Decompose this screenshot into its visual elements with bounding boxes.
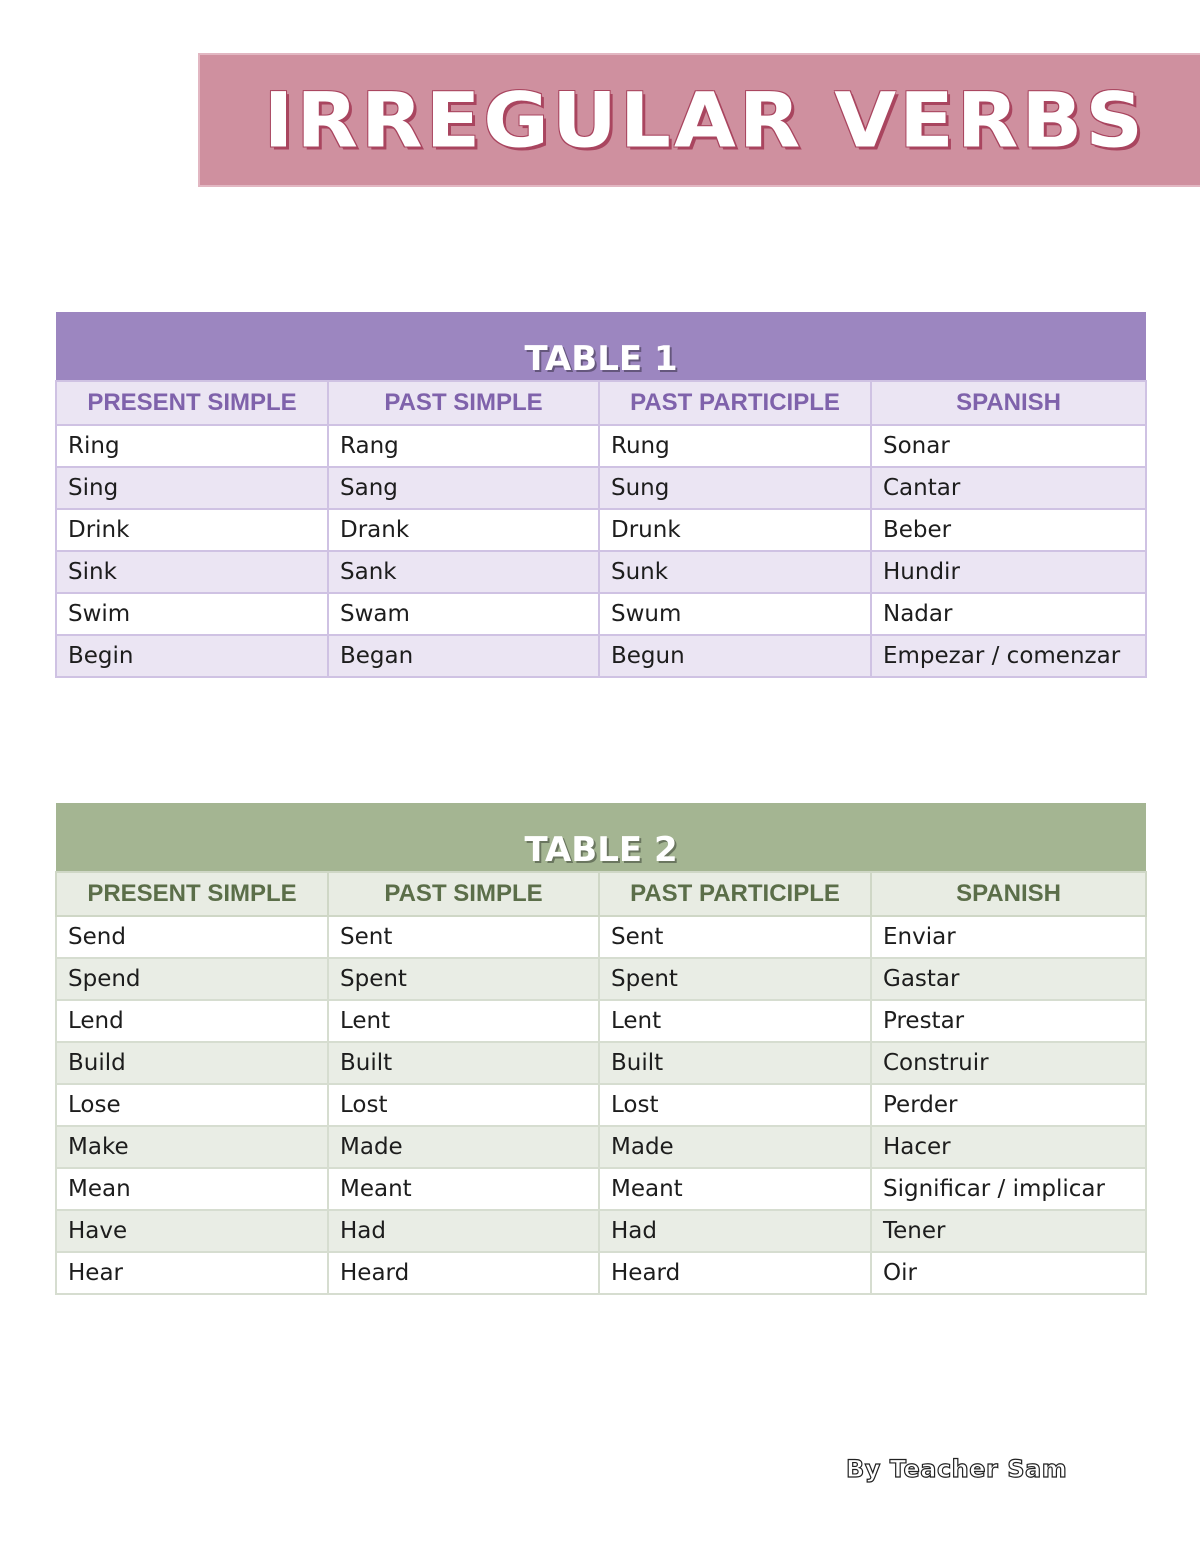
spanish-cell: Gastar xyxy=(871,958,1146,1000)
past-participle-cell: Swum xyxy=(599,593,871,635)
table-caption: TABLE 1 xyxy=(56,312,1146,381)
column-header-past-participle: PAST PARTICIPLE xyxy=(599,872,871,916)
past-simple-cell: Lent xyxy=(328,1000,599,1042)
spanish-cell: Cantar xyxy=(871,467,1146,509)
past-participle-cell: Sent xyxy=(599,916,871,958)
spanish-cell: Hacer xyxy=(871,1126,1146,1168)
past-participle-cell: Built xyxy=(599,1042,871,1084)
table-header-row xyxy=(56,872,1146,916)
verbs-table-1 xyxy=(55,312,1147,678)
past-simple-cell: Meant xyxy=(328,1168,599,1210)
past-participle-cell: Sunk xyxy=(599,551,871,593)
past-participle-cell: Made xyxy=(599,1126,871,1168)
present-simple-cell: Hear xyxy=(56,1252,328,1294)
present-simple-cell: Sink xyxy=(56,551,328,593)
past-participle-cell: Begun xyxy=(599,635,871,677)
past-participle-cell: Lost xyxy=(599,1084,871,1126)
spanish-cell: Empezar / comenzar xyxy=(871,635,1146,677)
past-simple-cell: Swam xyxy=(328,593,599,635)
spanish-cell: Beber xyxy=(871,509,1146,551)
present-simple-cell: Mean xyxy=(56,1168,328,1210)
spanish-cell: Perder xyxy=(871,1084,1146,1126)
past-simple-cell: Spent xyxy=(328,958,599,1000)
table-row xyxy=(56,509,1146,551)
page-title: IRREGULAR VERBS xyxy=(263,76,1146,165)
table-row xyxy=(56,593,1146,635)
past-simple-cell: Began xyxy=(328,635,599,677)
spanish-cell: Oir xyxy=(871,1252,1146,1294)
column-header-present-simple: PRESENT SIMPLE xyxy=(56,872,328,916)
table-caption-row xyxy=(56,312,1146,381)
past-participle-cell: Sung xyxy=(599,467,871,509)
present-simple-cell: Lose xyxy=(56,1084,328,1126)
spanish-cell: Construir xyxy=(871,1042,1146,1084)
past-simple-cell: Sent xyxy=(328,916,599,958)
column-header-past-participle: PAST PARTICIPLE xyxy=(599,381,871,425)
title-banner xyxy=(198,53,1200,187)
table-row xyxy=(56,1126,1146,1168)
present-simple-cell: Sing xyxy=(56,467,328,509)
table-row xyxy=(56,1168,1146,1210)
present-simple-cell: Lend xyxy=(56,1000,328,1042)
table-row xyxy=(56,1000,1146,1042)
table-row xyxy=(56,425,1146,467)
past-participle-cell: Heard xyxy=(599,1252,871,1294)
table-row xyxy=(56,1084,1146,1126)
spanish-cell: Tener xyxy=(871,1210,1146,1252)
present-simple-cell: Build xyxy=(56,1042,328,1084)
past-simple-cell: Heard xyxy=(328,1252,599,1294)
table-header-row xyxy=(56,381,1146,425)
table-row xyxy=(56,635,1146,677)
table-row xyxy=(56,958,1146,1000)
present-simple-cell: Swim xyxy=(56,593,328,635)
present-simple-cell: Drink xyxy=(56,509,328,551)
column-header-past-simple: PAST SIMPLE xyxy=(328,872,599,916)
past-participle-cell: Lent xyxy=(599,1000,871,1042)
verbs-table-2 xyxy=(55,803,1147,1295)
table-row xyxy=(56,1210,1146,1252)
column-header-spanish: SPANISH xyxy=(871,381,1146,425)
past-simple-cell: Had xyxy=(328,1210,599,1252)
present-simple-cell: Ring xyxy=(56,425,328,467)
spanish-cell: Sonar xyxy=(871,425,1146,467)
past-participle-cell: Meant xyxy=(599,1168,871,1210)
author-byline: By Teacher Sam xyxy=(846,1455,1068,1483)
past-simple-cell: Drank xyxy=(328,509,599,551)
spanish-cell: Hundir xyxy=(871,551,1146,593)
past-simple-cell: Made xyxy=(328,1126,599,1168)
present-simple-cell: Have xyxy=(56,1210,328,1252)
table-caption-row xyxy=(56,803,1146,872)
past-participle-cell: Had xyxy=(599,1210,871,1252)
present-simple-cell: Begin xyxy=(56,635,328,677)
column-header-spanish: SPANISH xyxy=(871,872,1146,916)
spanish-cell: Significar / implicar xyxy=(871,1168,1146,1210)
column-header-past-simple: PAST SIMPLE xyxy=(328,381,599,425)
present-simple-cell: Send xyxy=(56,916,328,958)
table-caption: TABLE 2 xyxy=(56,803,1146,872)
table-row xyxy=(56,916,1146,958)
past-participle-cell: Rung xyxy=(599,425,871,467)
past-simple-cell: Built xyxy=(328,1042,599,1084)
spanish-cell: Nadar xyxy=(871,593,1146,635)
table-row xyxy=(56,1042,1146,1084)
past-simple-cell: Sang xyxy=(328,467,599,509)
past-participle-cell: Drunk xyxy=(599,509,871,551)
table-row xyxy=(56,551,1146,593)
spanish-cell: Prestar xyxy=(871,1000,1146,1042)
past-participle-cell: Spent xyxy=(599,958,871,1000)
table-row xyxy=(56,467,1146,509)
column-header-present-simple: PRESENT SIMPLE xyxy=(56,381,328,425)
past-simple-cell: Rang xyxy=(328,425,599,467)
spanish-cell: Enviar xyxy=(871,916,1146,958)
table-row xyxy=(56,1252,1146,1294)
present-simple-cell: Spend xyxy=(56,958,328,1000)
past-simple-cell: Lost xyxy=(328,1084,599,1126)
past-simple-cell: Sank xyxy=(328,551,599,593)
present-simple-cell: Make xyxy=(56,1126,328,1168)
